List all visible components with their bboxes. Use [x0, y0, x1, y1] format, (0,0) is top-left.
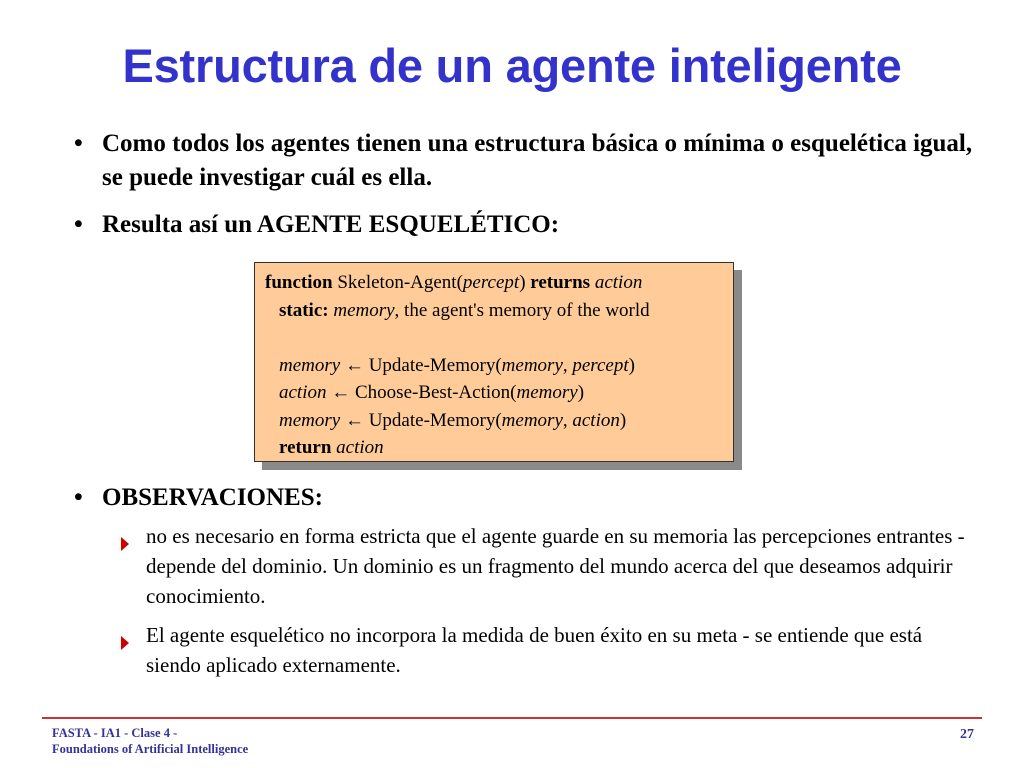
- code-line-signature: function Skeleton-Agent(percept) returns action: [265, 272, 643, 293]
- footer-course-info: [52, 725, 248, 757]
- code-line-static: static: memory, the agent's memory of the world: [279, 299, 650, 321]
- pseudocode-box: [254, 262, 734, 462]
- code-keyword: static:: [279, 299, 329, 321]
- footer-line-1: FASTA - IA1 - Clase 4 -: [52, 726, 178, 740]
- observation-text: no es necesario en forma estricta que el agente guarde en su memoria las percepciones entrantes - depende del dominio. Un dominio es un fragmento del mundo acerca del que deseamos adquirir conocimiento.: [146, 524, 965, 608]
- bullet-text: Como todos los agentes tienen una estructura básica o mínima o esquelética igual, se puede investigar cuál es ella.: [102, 130, 973, 191]
- red-triangle-bullet-icon: [120, 628, 132, 642]
- code-keyword: returns: [530, 272, 591, 293]
- bullet-dot-icon: •: [74, 484, 83, 511]
- code-line-blank: [265, 324, 723, 352]
- code-keyword: return: [279, 437, 332, 458]
- bullet-item: [74, 481, 974, 515]
- code-line-update-action: memory ← Update-Memory(memory, action): [279, 409, 627, 431]
- observation-text: El agente esquelético no incorpora la medida de buen éxito en su meta - se entiende que está siendo aplicado externamente.: [146, 623, 923, 677]
- page-number: 27: [960, 727, 974, 742]
- observation-item: [120, 620, 980, 680]
- code-line-update-percept: memory ← Update-Memory(memory, percept): [279, 354, 635, 376]
- bullet-text: Resulta así un AGENTE ESQUELÉTICO:: [102, 211, 560, 238]
- bullet-item: [74, 127, 974, 195]
- bullet-dot-icon: •: [74, 130, 83, 157]
- bullet-dot-icon: •: [74, 211, 83, 238]
- code-line-return: return action: [279, 437, 384, 458]
- bullet-item: [74, 208, 974, 242]
- red-triangle-bullet-icon: [120, 529, 132, 543]
- code-keyword: function: [265, 272, 333, 293]
- slide-title: Estructura de un agente inteligente: [122, 39, 902, 92]
- code-line-choose-action: action ← Choose-Best-Action(memory): [279, 382, 585, 403]
- bullet-text: OBSERVACIONES:: [102, 484, 323, 511]
- footer-line-2: Foundations of Artificial Intelligence: [52, 742, 249, 756]
- footer-divider: [42, 717, 982, 719]
- observation-item: [120, 521, 980, 611]
